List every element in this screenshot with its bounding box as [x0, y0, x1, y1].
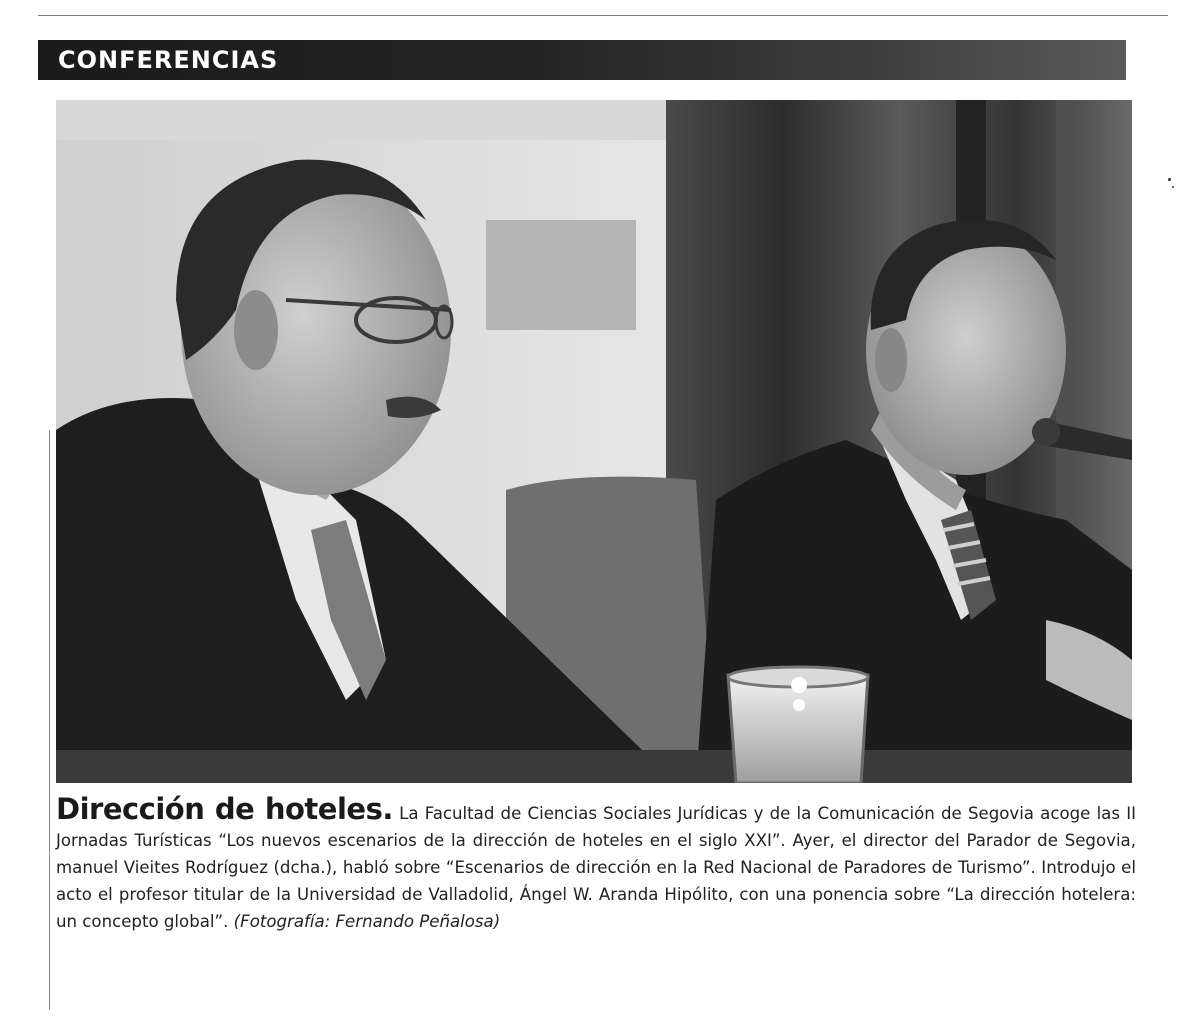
top-rule	[38, 15, 1168, 16]
section-header-bar	[38, 40, 1126, 80]
news-photo	[56, 100, 1132, 783]
scan-speck	[1172, 186, 1174, 188]
photo-credit: (Fotografía: Fernando Peñalosa)	[233, 912, 501, 931]
caption-body: La Facultad de Ciencias Sociales Jurídicas y de la Comunicación de Segovia acoge las II Jornadas Turísticas “Los nuevos escenarios de la dirección de hoteles en el siglo XXI”. Ayer, el director del Parador de Segovia, manuel Vieites Rodríguez (dcha.), habló sobre “Escenarios de dirección en la Red Nacional de Paradores de Turismo”. Introdujo el acto el profesor titular de la Universidad de Valladolid, Ángel W. Aranda Hipólito, con una ponencia sobre “La dirección hotelera: un concepto global”.	[56, 804, 1136, 931]
caption-title: Dirección de hoteles.	[56, 792, 393, 826]
scan-speck	[1168, 178, 1171, 181]
news-photo-illustration	[56, 100, 1132, 783]
section-label: CONFERENCIAS	[58, 46, 279, 74]
column-rule	[49, 430, 50, 1010]
photo-caption	[56, 792, 1136, 935]
